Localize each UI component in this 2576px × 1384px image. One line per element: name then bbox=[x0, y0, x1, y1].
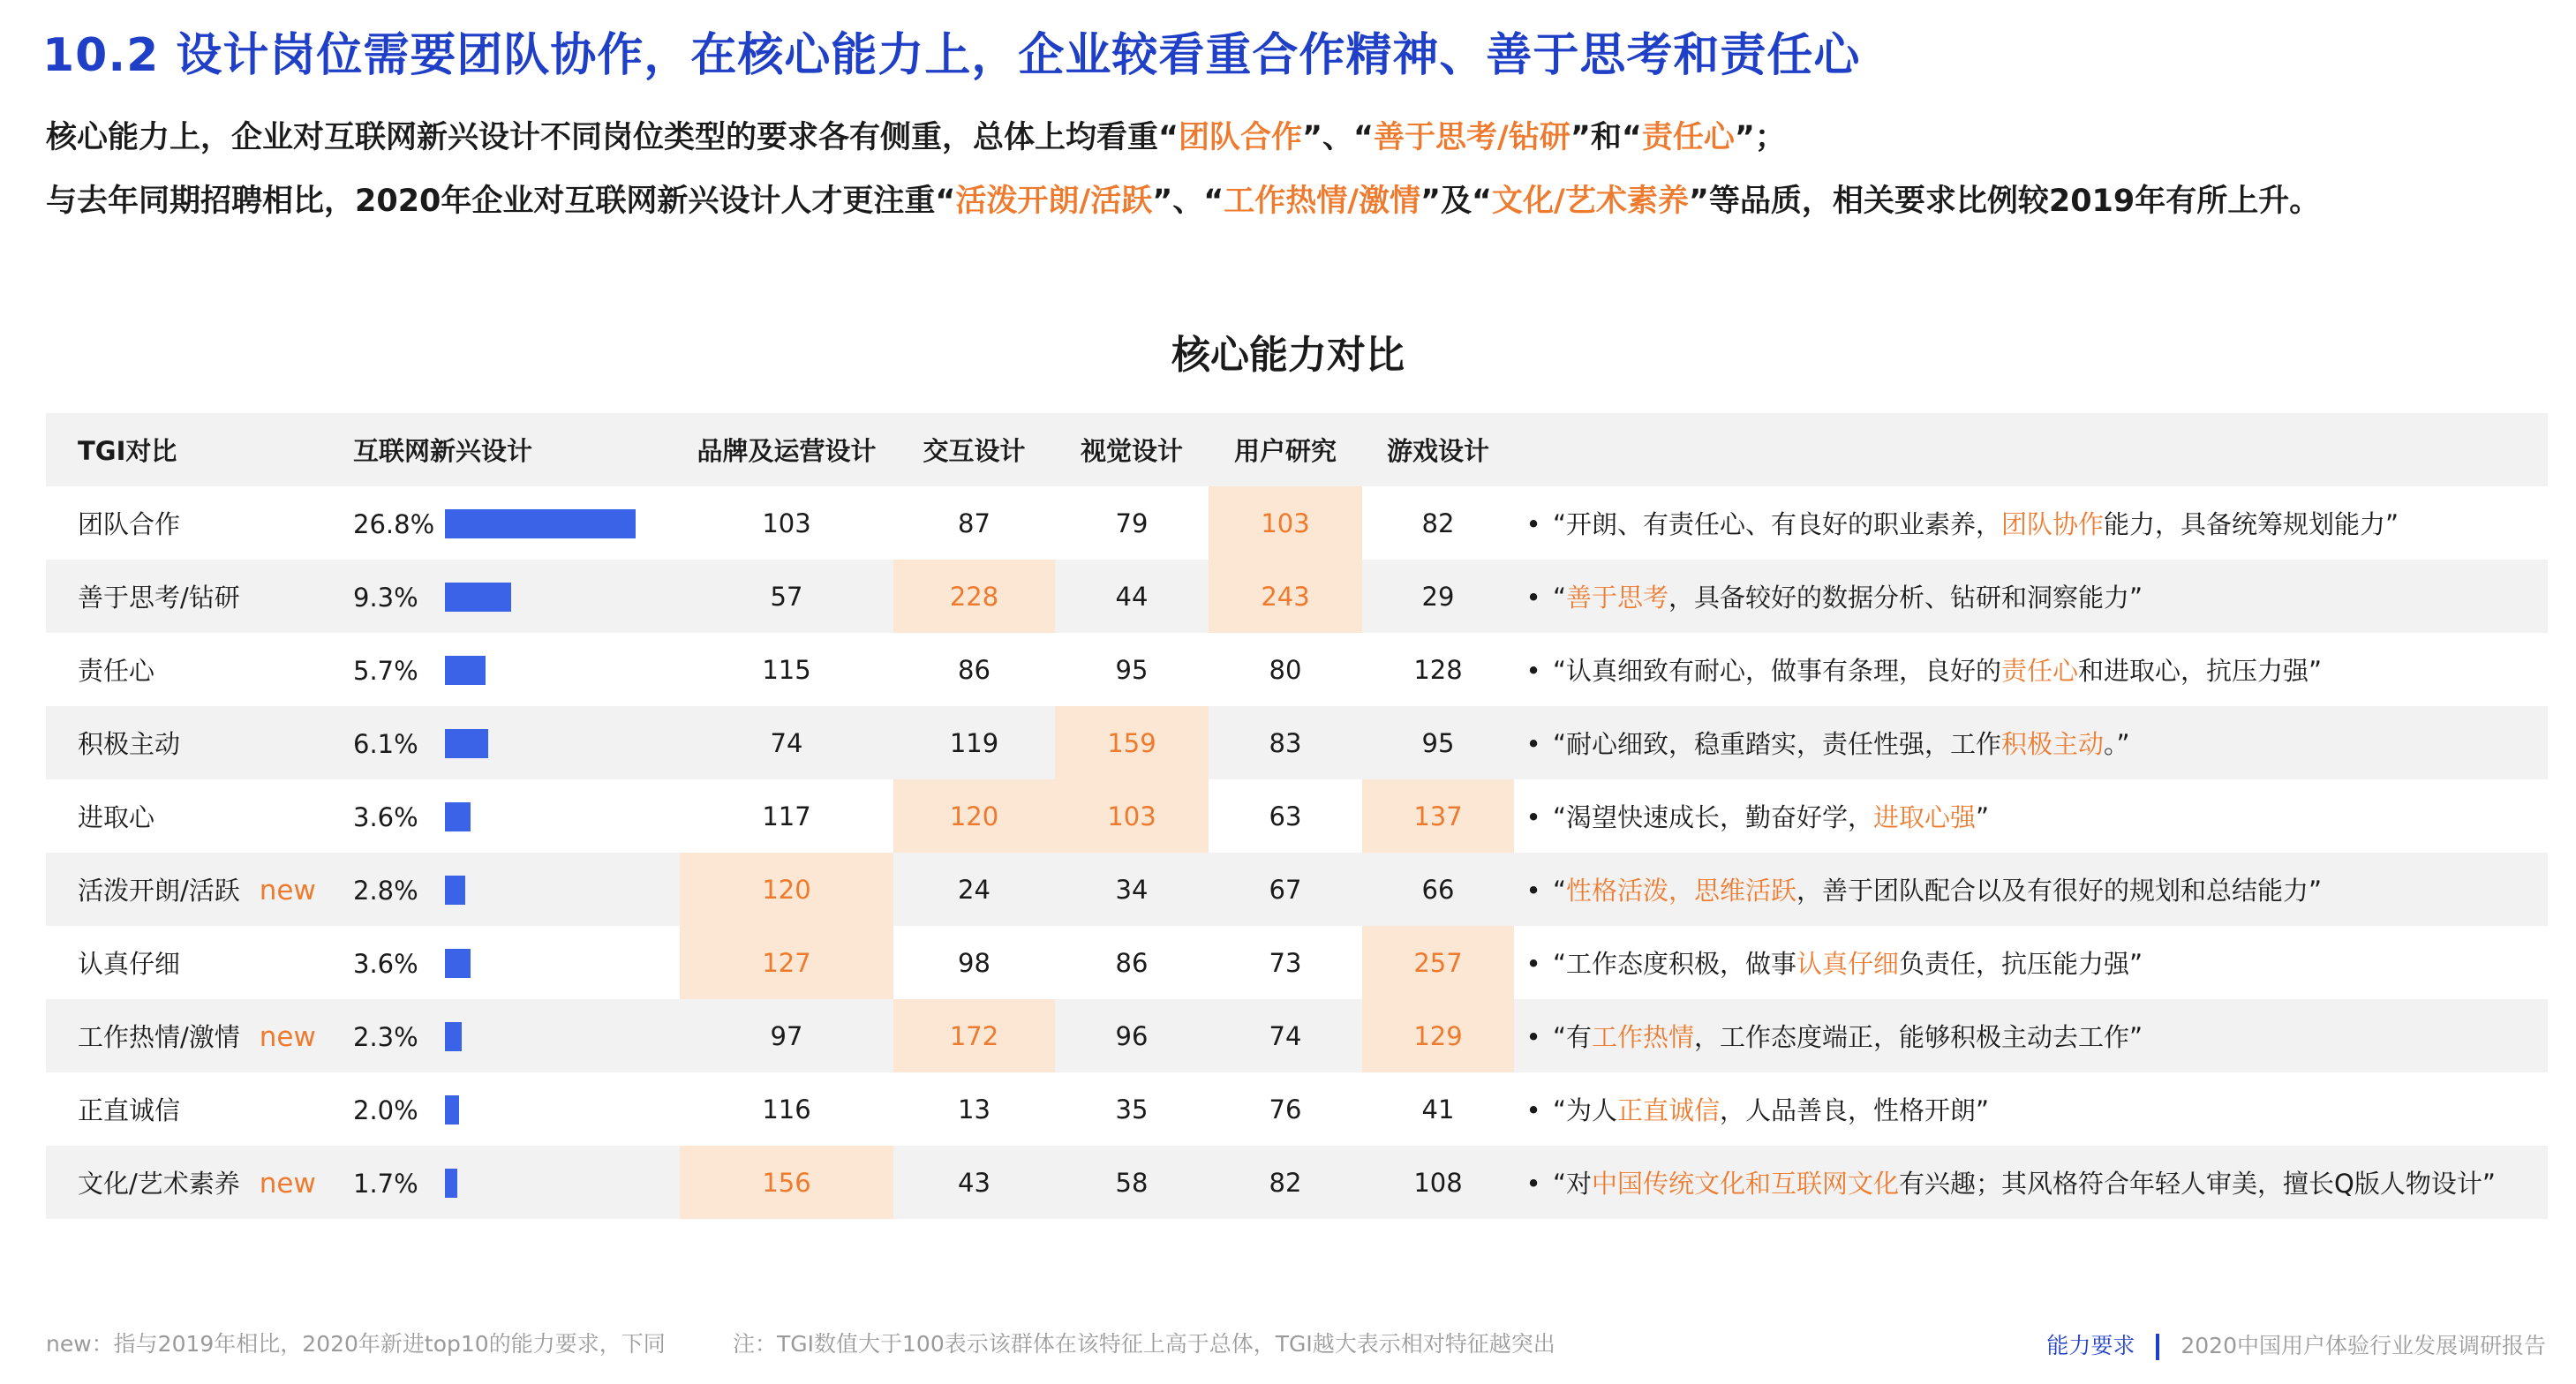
share-bar bbox=[445, 656, 486, 685]
share-percent: 3.6% bbox=[353, 948, 418, 979]
text-segment: “有 bbox=[1553, 1022, 1593, 1052]
highlight-text: 工作热情/激情 bbox=[1224, 184, 1421, 219]
text-segment: “对 bbox=[1553, 1169, 1593, 1199]
highlight-text: 责任心 bbox=[2001, 656, 2079, 686]
tgi-user-research: 63 bbox=[1269, 801, 1302, 831]
share-bar bbox=[445, 1022, 462, 1051]
table-title: 核心能力对比 bbox=[1171, 333, 1405, 378]
share-cell bbox=[350, 926, 680, 999]
tgi-visual: 159 bbox=[1055, 706, 1209, 779]
highlight-text: 积极主动 bbox=[2001, 729, 2105, 759]
new-badge: new bbox=[259, 1168, 316, 1200]
quote-cell bbox=[1514, 706, 2548, 779]
trait-cell bbox=[46, 633, 350, 706]
share-percent: 2.0% bbox=[353, 1094, 418, 1125]
tgi-visual: 103 bbox=[1055, 779, 1209, 853]
text-segment: “开朗、有责任心、有良好的职业素养， bbox=[1553, 509, 2002, 539]
tgi-brand: 115 bbox=[762, 654, 811, 685]
text-segment: “工作态度积极，做事 bbox=[1553, 949, 1797, 979]
tgi-user-research: 73 bbox=[1269, 947, 1302, 978]
table-row bbox=[46, 706, 2548, 779]
text-segment: ”； bbox=[1734, 120, 1786, 155]
quote-cell bbox=[1514, 853, 2548, 926]
text-segment: ”及“ bbox=[1420, 184, 1493, 219]
tgi-brand: 97 bbox=[680, 999, 893, 1072]
tgi-brand: 120 bbox=[680, 853, 893, 926]
tgi-brand: 103 bbox=[762, 508, 811, 538]
trait-cell bbox=[46, 926, 350, 999]
tgi-interaction: 119 bbox=[893, 706, 1055, 779]
trait-cell bbox=[46, 1072, 350, 1146]
table-row bbox=[46, 853, 2548, 926]
tgi-interaction: 98 bbox=[958, 947, 990, 978]
tgi-user-research: 83 bbox=[1209, 706, 1362, 779]
footnote-tgi: 注：TGI数值大于100表示该群体在该特征上高于总体，TGI越大表示相对特征越突出 bbox=[733, 1331, 1555, 1357]
quote-cell bbox=[1514, 486, 2548, 560]
tgi-interaction: 87 bbox=[958, 508, 990, 538]
quote-cell bbox=[1514, 779, 2548, 853]
highlight-text: 性格活泼，思维活跃 bbox=[1566, 876, 1797, 906]
text-segment: “渴望快速成长，勤奋好学， bbox=[1553, 802, 1874, 832]
trait-name: 活泼开朗/活跃 bbox=[78, 876, 240, 906]
text-segment: 与去年同期招聘相比，2020年企业对互联网新兴设计人才更注重“ bbox=[46, 184, 956, 219]
tgi-interaction: 120 bbox=[893, 779, 1055, 853]
trait-name: 文化/艺术素养 bbox=[78, 1169, 240, 1199]
highlight-text: 善于思考 bbox=[1566, 583, 1669, 613]
share-bar bbox=[445, 802, 471, 831]
highlight-text: 进取心强 bbox=[1873, 802, 1977, 832]
share-percent: 26.8% bbox=[353, 508, 435, 539]
share-cell bbox=[350, 1072, 680, 1146]
text-segment: “为人 bbox=[1553, 1095, 1618, 1125]
page-footer bbox=[2046, 1328, 2546, 1360]
share-cell bbox=[350, 486, 680, 560]
highlight-text: 责任心 bbox=[1641, 120, 1735, 155]
summary-line-1 bbox=[46, 113, 1786, 157]
share-bar bbox=[445, 729, 488, 758]
trait-cell bbox=[46, 706, 350, 779]
text-segment: “耐心细致，稳重踏实，责任性强，工作 bbox=[1553, 729, 2002, 759]
text-segment: 有兴趣；其风格符合年轻人审美，擅长Q版人物设计” bbox=[1899, 1169, 2496, 1199]
share-cell bbox=[350, 706, 680, 779]
table-row bbox=[46, 486, 2548, 560]
table-row bbox=[46, 926, 2548, 999]
header-quote bbox=[1514, 413, 2548, 486]
tgi-game: 66 bbox=[1362, 853, 1514, 926]
tgi-visual: 58 bbox=[1055, 1146, 1209, 1219]
table-row bbox=[46, 633, 2548, 706]
quote-cell bbox=[1514, 999, 2548, 1072]
tgi-brand: 116 bbox=[762, 1094, 811, 1124]
share-bar bbox=[445, 509, 636, 538]
tgi-interaction: 228 bbox=[893, 560, 1055, 633]
trait-name: 进取心 bbox=[78, 802, 155, 832]
text-segment: ，工作态度端正，能够积极主动去工作” bbox=[1694, 1022, 2143, 1052]
text-segment: ”等品质，相关要求比例较2019年有所上升。 bbox=[1688, 184, 2321, 219]
trait-name: 工作热情/激情 bbox=[78, 1022, 240, 1052]
trait-cell bbox=[46, 486, 350, 560]
tgi-interaction: 13 bbox=[958, 1094, 990, 1124]
tgi-user-research: 243 bbox=[1209, 560, 1362, 633]
share-cell bbox=[350, 1146, 680, 1219]
trait-name: 积极主动 bbox=[78, 729, 181, 759]
footer-section: 能力要求 bbox=[2046, 1333, 2135, 1358]
share-cell bbox=[350, 560, 680, 633]
text-segment: ，人品善良，性格开朗” bbox=[1720, 1095, 1990, 1125]
tgi-game: 128 bbox=[1413, 654, 1463, 685]
share-cell bbox=[350, 999, 680, 1072]
header-user-research: 用户研究 bbox=[1209, 413, 1362, 486]
tgi-visual: 96 bbox=[1055, 999, 1209, 1072]
tgi-game: 257 bbox=[1362, 926, 1514, 999]
header-internet-design: 互联网新兴设计 bbox=[350, 413, 680, 486]
bullet-icon: • bbox=[1525, 656, 1541, 686]
highlight-text: 认真仔细 bbox=[1796, 949, 1900, 979]
tgi-interaction: 24 bbox=[893, 853, 1055, 926]
share-bar bbox=[445, 583, 511, 612]
tgi-game: 29 bbox=[1362, 560, 1514, 633]
tgi-game: 41 bbox=[1421, 1094, 1455, 1124]
tgi-visual: 86 bbox=[1115, 947, 1149, 978]
quote-cell bbox=[1514, 926, 2548, 999]
table-row bbox=[46, 1146, 2548, 1219]
tgi-user-research: 67 bbox=[1209, 853, 1362, 926]
table-header-row bbox=[46, 413, 2548, 486]
share-bar bbox=[445, 1095, 459, 1124]
bullet-icon: • bbox=[1525, 949, 1541, 979]
trait-cell bbox=[46, 999, 350, 1072]
summary-line-2 bbox=[46, 177, 2320, 221]
trait-cell bbox=[46, 853, 350, 926]
highlight-text: 团队合作 bbox=[1179, 120, 1303, 155]
text-segment: ”、“ bbox=[1152, 184, 1224, 219]
trait-name: 责任心 bbox=[78, 656, 155, 686]
tgi-user-research: 103 bbox=[1209, 486, 1362, 560]
bullet-icon: • bbox=[1525, 1022, 1541, 1052]
bullet-icon: • bbox=[1525, 583, 1541, 613]
bullet-icon: • bbox=[1525, 729, 1541, 759]
text-segment: “ bbox=[1553, 876, 1567, 906]
text-segment: 。” bbox=[2104, 729, 2130, 759]
table-row bbox=[46, 560, 2548, 633]
text-segment: ，善于团队配合以及有很好的规划和总结能力” bbox=[1796, 876, 2323, 906]
tgi-visual: 35 bbox=[1115, 1094, 1149, 1124]
quote-cell bbox=[1514, 560, 2548, 633]
highlight-text: 工作热情 bbox=[1592, 1022, 1695, 1052]
share-percent: 6.1% bbox=[353, 728, 418, 759]
text-segment: “认真细致有耐心，做事有条理，良好的 bbox=[1553, 656, 2002, 686]
highlight-text: 正直诚信 bbox=[1617, 1095, 1721, 1125]
share-percent: 3.6% bbox=[353, 801, 418, 832]
table-row bbox=[46, 779, 2548, 853]
tgi-user-research: 74 bbox=[1209, 999, 1362, 1072]
share-percent: 2.3% bbox=[353, 1021, 418, 1052]
footnote-new: new：指与2019年相比，2020年新进top10的能力要求，下同 bbox=[46, 1331, 666, 1357]
tgi-game: 108 bbox=[1362, 1146, 1514, 1219]
header-game-design: 游戏设计 bbox=[1362, 413, 1514, 486]
tgi-user-research: 80 bbox=[1269, 654, 1302, 685]
tgi-game: 137 bbox=[1362, 779, 1514, 853]
share-cell bbox=[350, 633, 680, 706]
share-cell bbox=[350, 853, 680, 926]
tgi-game: 129 bbox=[1362, 999, 1514, 1072]
trait-cell bbox=[46, 779, 350, 853]
table-row bbox=[46, 1072, 2548, 1146]
tgi-visual: 79 bbox=[1115, 508, 1149, 538]
share-cell bbox=[350, 779, 680, 853]
share-bar bbox=[445, 1169, 457, 1198]
trait-name: 正直诚信 bbox=[78, 1095, 181, 1125]
tgi-brand: 57 bbox=[680, 560, 893, 633]
tgi-visual: 34 bbox=[1055, 853, 1209, 926]
table-body bbox=[46, 486, 2548, 1219]
share-percent: 2.8% bbox=[353, 875, 418, 906]
tgi-visual: 44 bbox=[1055, 560, 1209, 633]
header-brand-design: 品牌及运营设计 bbox=[680, 413, 893, 486]
text-segment: 核心能力上，企业对互联网新兴设计不同岗位类型的要求各有侧重，总体上均看重“ bbox=[46, 120, 1179, 155]
trait-name: 认真仔细 bbox=[78, 949, 181, 979]
tgi-game: 82 bbox=[1421, 508, 1455, 538]
text-segment: ，具备较好的数据分析、钻研和洞察能力” bbox=[1668, 583, 2143, 613]
tgi-brand: 127 bbox=[680, 926, 893, 999]
share-percent: 5.7% bbox=[353, 655, 418, 686]
tgi-interaction: 43 bbox=[893, 1146, 1055, 1219]
tgi-interaction: 172 bbox=[893, 999, 1055, 1072]
text-segment: 和进取心，抗压力强” bbox=[2078, 656, 2323, 686]
trait-cell bbox=[46, 1146, 350, 1219]
quote-cell bbox=[1514, 1072, 2548, 1146]
text-segment: 负责任，抗压能力强” bbox=[1899, 949, 2143, 979]
table-row bbox=[46, 999, 2548, 1072]
new-badge: new bbox=[259, 875, 316, 906]
tgi-game: 95 bbox=[1362, 706, 1514, 779]
bullet-icon: • bbox=[1525, 509, 1541, 539]
text-segment: ” bbox=[1976, 802, 1990, 832]
tgi-user-research: 76 bbox=[1269, 1094, 1302, 1124]
tgi-interaction: 86 bbox=[958, 654, 990, 685]
quote-cell bbox=[1514, 1146, 2548, 1219]
tgi-brand: 74 bbox=[680, 706, 893, 779]
footer-divider bbox=[2156, 1334, 2159, 1360]
header-interaction-design: 交互设计 bbox=[893, 413, 1055, 486]
highlight-text: 文化/艺术素养 bbox=[1492, 184, 1689, 219]
tgi-brand: 156 bbox=[680, 1146, 893, 1219]
bullet-icon: • bbox=[1525, 1095, 1541, 1125]
share-percent: 9.3% bbox=[353, 582, 418, 613]
trait-name: 团队合作 bbox=[78, 509, 181, 539]
trait-name: 善于思考/钻研 bbox=[78, 583, 240, 613]
share-percent: 1.7% bbox=[353, 1168, 418, 1199]
bullet-icon: • bbox=[1525, 876, 1541, 906]
highlight-text: 中国传统文化和互联网文化 bbox=[1592, 1169, 1900, 1199]
tgi-visual: 95 bbox=[1115, 654, 1149, 685]
highlight-text: 善于思考/钻研 bbox=[1374, 120, 1570, 155]
tgi-brand: 117 bbox=[762, 801, 811, 831]
highlight-text: 活泼开朗/活跃 bbox=[955, 184, 1153, 219]
bullet-icon: • bbox=[1525, 1169, 1541, 1199]
trait-cell bbox=[46, 560, 350, 633]
new-badge: new bbox=[259, 1021, 316, 1053]
bullet-icon: • bbox=[1525, 802, 1541, 832]
tgi-user-research: 82 bbox=[1209, 1146, 1362, 1219]
footer-report: 2020中国用户体验行业发展调研报告 bbox=[2181, 1333, 2546, 1358]
header-tgi: TGI对比 bbox=[46, 413, 350, 486]
text-segment: ”、“ bbox=[1302, 120, 1375, 155]
core-ability-table bbox=[46, 413, 2548, 1219]
share-bar bbox=[445, 876, 465, 905]
share-bar bbox=[445, 949, 471, 978]
text-segment: 能力，具备统筹规划能力” bbox=[2104, 509, 2399, 539]
text-segment: ”和“ bbox=[1570, 120, 1642, 155]
page-title: 10.2 设计岗位需要团队协作，在核心能力上，企业较看重合作精神、善于思考和责任心 bbox=[42, 29, 1861, 82]
quote-cell bbox=[1514, 633, 2548, 706]
highlight-text: 团队协作 bbox=[2001, 509, 2105, 539]
header-visual-design: 视觉设计 bbox=[1055, 413, 1209, 486]
text-segment: “ bbox=[1553, 583, 1567, 613]
